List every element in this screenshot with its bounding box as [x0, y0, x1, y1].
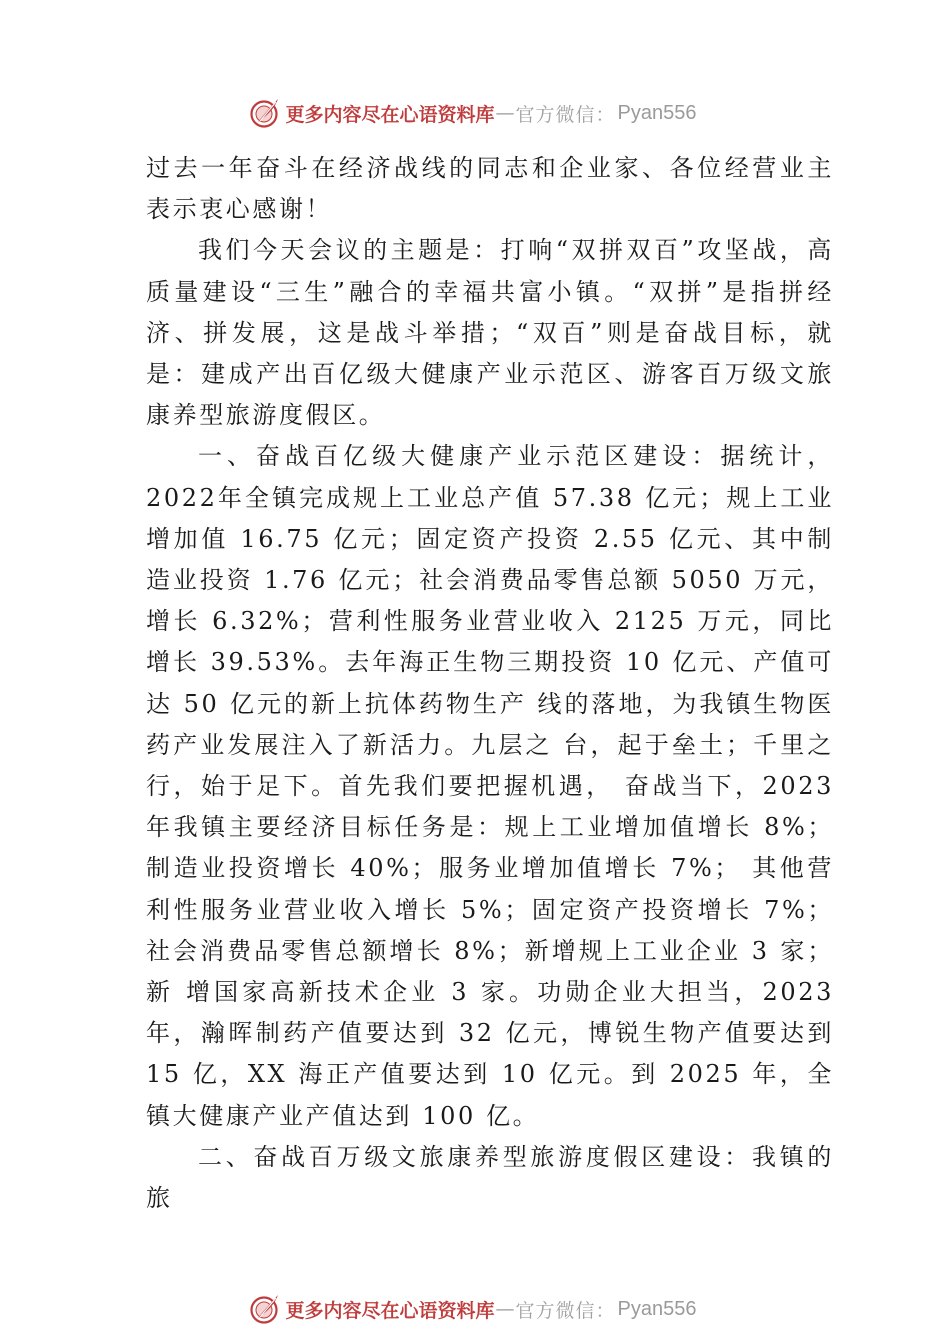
header-banner-text: 更多内容尽在心语资料库 — [285, 103, 495, 126]
footer-banner — [0, 1289, 950, 1329]
paragraph-theme: 我们今天会议的主题是：打响“双拼双百”攻坚战，高质量建设“三生”融合的幸福共富小镇。“双拼”是指拼经济、拼发展，这是战斗举措；“双百”则是奋战目标，就是：建成产出百亿级大健康产业示范区、游客百万级文旅康养型旅游度假区。 — [146, 236, 834, 430]
footer-banner-content — [248, 1292, 697, 1326]
header-wechat-label: 官方微信： — [515, 103, 616, 126]
quill-logo-icon — [248, 96, 282, 130]
footer-separator: — — [495, 1298, 515, 1320]
footer-wechat-label: 官方微信： — [515, 1299, 616, 1322]
quill-logo-icon — [248, 1292, 282, 1326]
paragraph-thanks: 过去一年奋斗在经济战线的同志和企业家、各位经营业主表示衷心感谢！ — [146, 154, 834, 224]
header-banner — [0, 93, 950, 133]
header-banner-content — [248, 96, 697, 130]
footer-banner-text: 更多内容尽在心语资料库 — [285, 1299, 495, 1322]
paragraph-section-one: 一、奋战百亿级大健康产业示范区建设：据统计，2022年全镇完成规上工业总产值 57.38 亿元；规上工业增加值 16.75 亿元；固定资产投资 2.55 亿元、其中制造业投资 1.76 亿元；社会消费品零售总额 5050 万元，增长 6.32%；营利性服务业营业收入 2125 万元，同比增长 39.53%。去年海正生物三期投资 10 亿元、产值可达 50 亿元的新上抗体药物生产 线的落地，为我镇生物医药产业发展注入了新活力。九层之 台，起于垒土；千里之行，始于足下。首先我们要把握机遇， 奋战当下，2023 年我镇主要经济目标任务是：规上工业增加值增长 8%；制造业投资增长 40%；服务业增加值增长 7%； 其他营利性服务业营业收入增长 5%；固定资产投资增长 7%；社会消费品零售总额增长 8%；新增规上工业企业 3 家；新 增国家高新技术企业 3 家。功勋企业大担当，2023 年，瀚晖制药产值要达到 32 亿元，博锐生物产值要达到 15 亿，XX 海正产值要达到 10 亿元。到 2025 年，全镇大健康产业产值达到 100 亿。 — [146, 442, 834, 1130]
footer-wechat-id: Pyan556 — [617, 1297, 697, 1320]
header-wechat-id: Pyan556 — [617, 101, 697, 124]
paragraph-section-two: 二、奋战百万级文旅康养型旅游度假区建设：我镇的旅 — [146, 1142, 834, 1213]
document-body — [146, 148, 834, 1219]
header-separator: — — [495, 102, 515, 124]
